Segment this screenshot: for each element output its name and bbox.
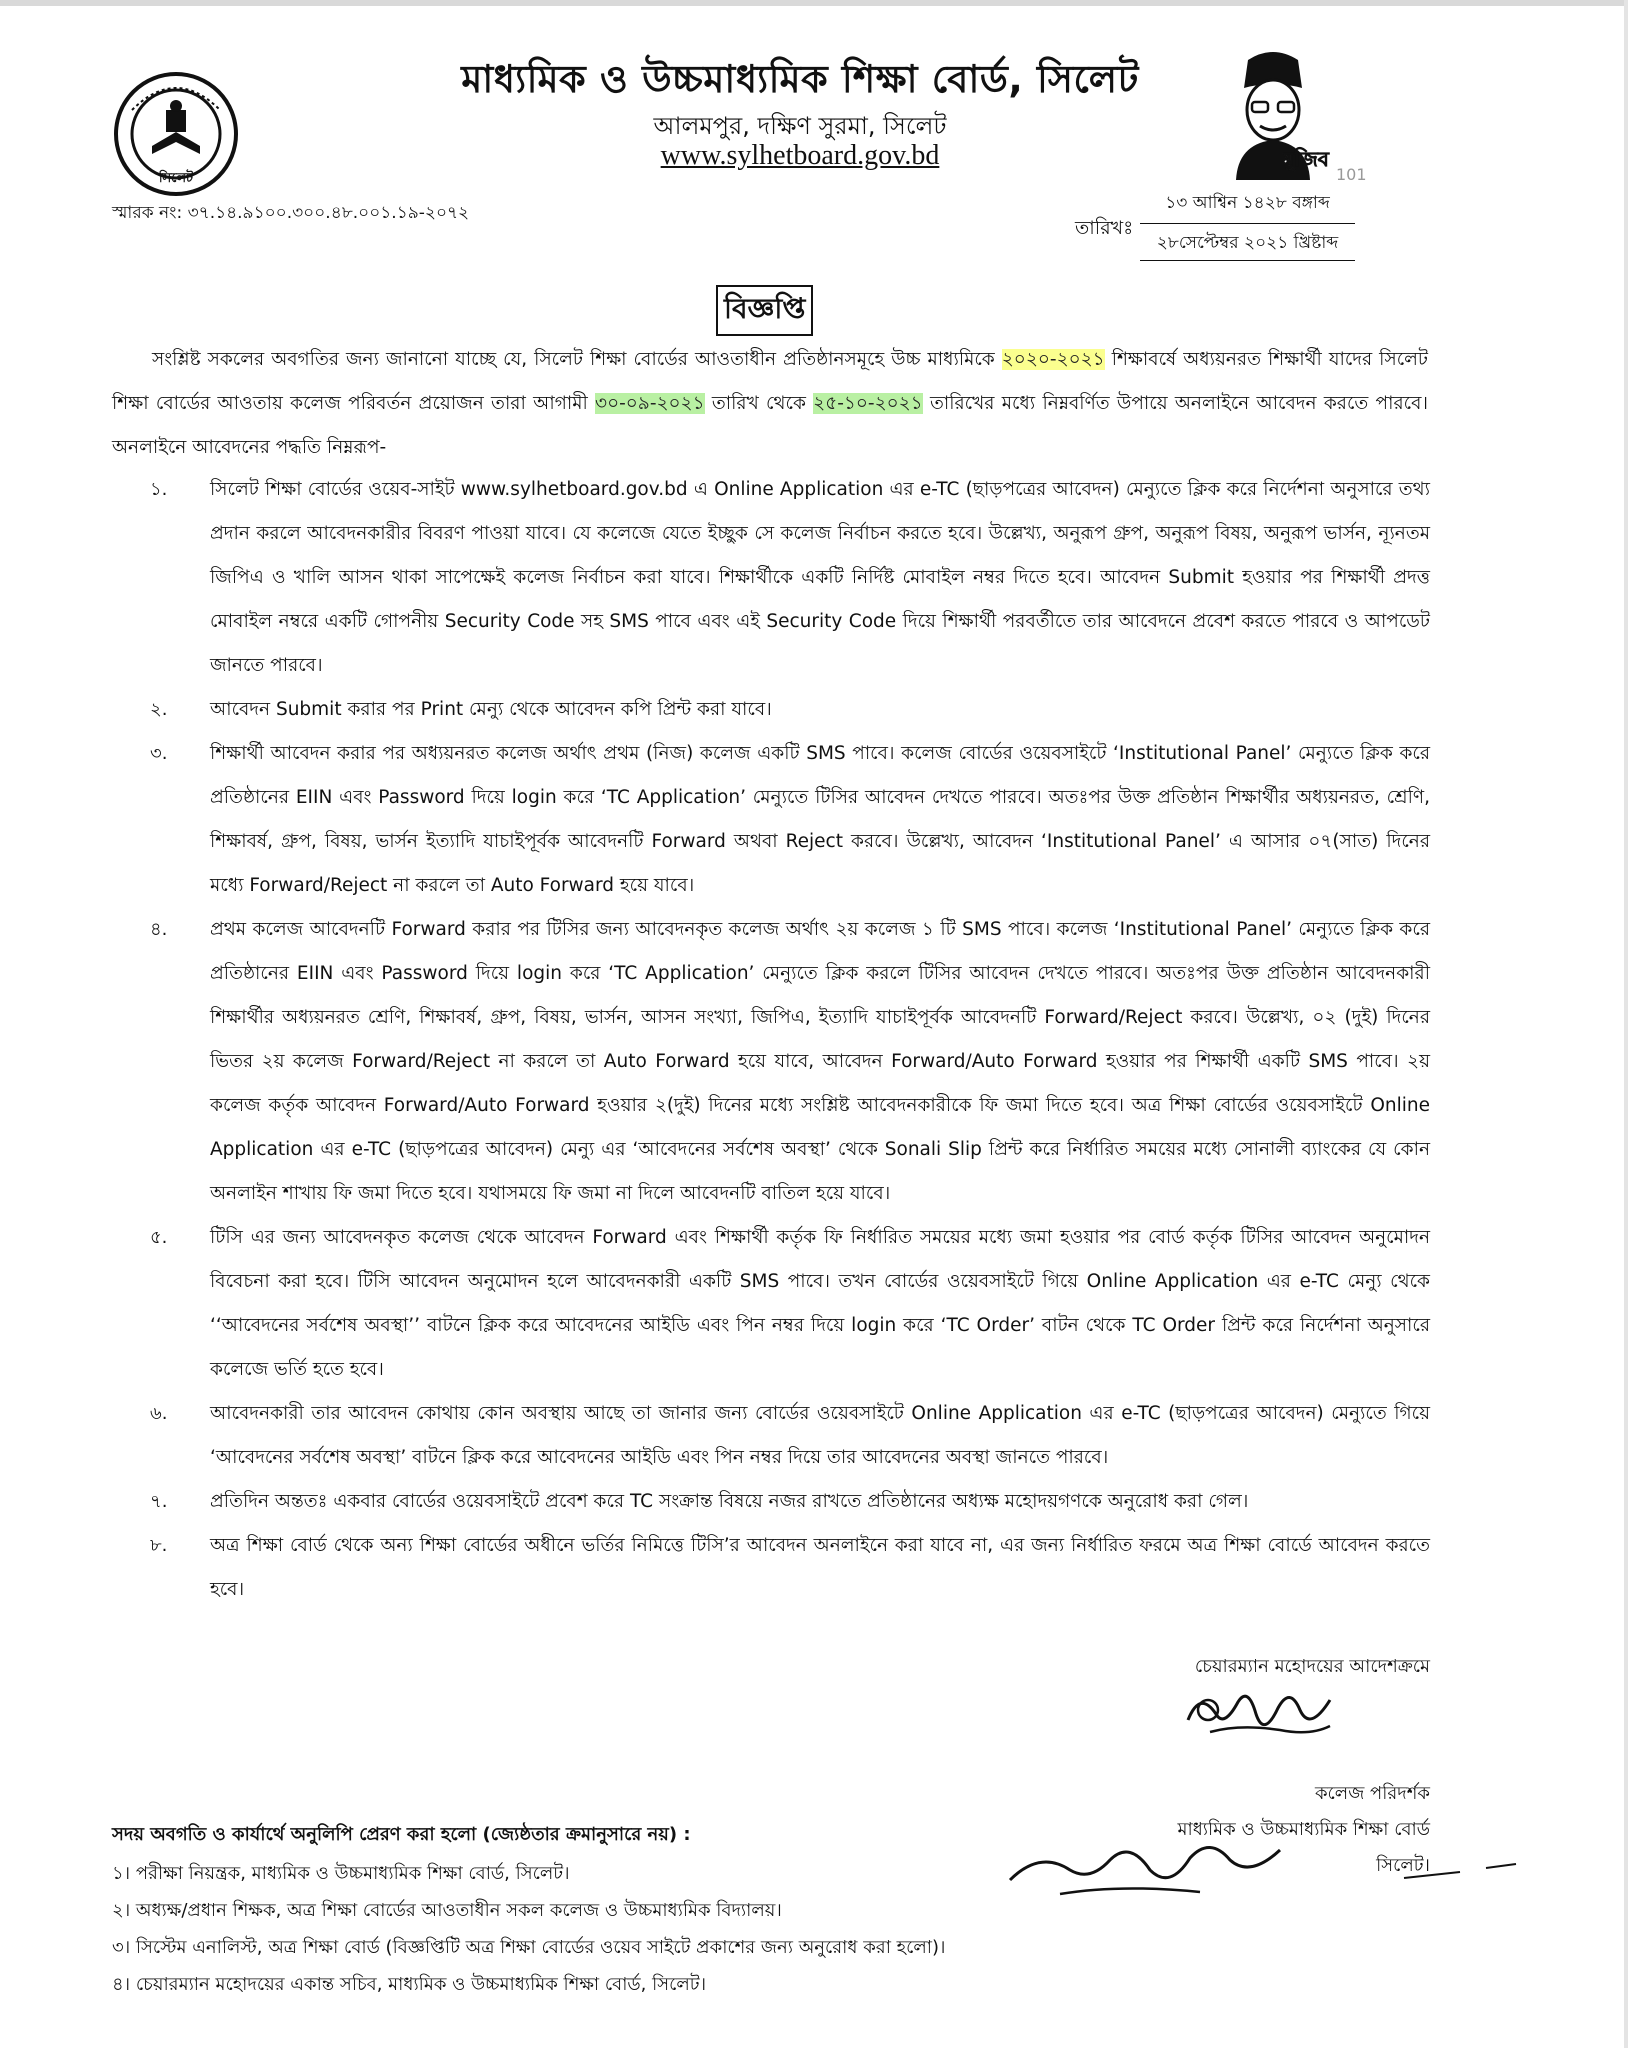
list-item xyxy=(150,1216,1430,1392)
instruction-list xyxy=(150,468,1430,1612)
list-item-text: আবেদনকারী তার আবেদন কোথায় কোন অবস্থায় আছে তা জানার জন্য বোর্ডের ওয়েবসাইটে Online Application এর e-TC (ছাড়পত্রের আবেদন) মেন্যুতে গিয়ে ‘আবেদনের সর্বশেষ অবস্থা’ বাটনে ক্লিক করে আবেদনের আইডি এবং পিন নম্বর দিয়ে তার আবেদনের অবস্থা জানতে পারবে। xyxy=(210,1403,1430,1468)
list-item-number: ২. xyxy=(150,699,168,720)
date-box xyxy=(1140,190,1355,261)
intro-text-4: তারিখের মধ্যে নিম্নবর্ণিত উপায়ে অনলাইনে আবেদন করতে পারবে। অনলাইনে আবেদনের পদ্ধতি নিম্নরূপ- xyxy=(112,393,1428,458)
initial-scribble xyxy=(1000,1820,1300,1910)
org-website[interactable]: www.sylhetboard.gov.bd xyxy=(660,140,940,171)
list-item-number: ৪. xyxy=(150,919,168,940)
date-english: ২৮সেপ্টেম্বর ২০২১ খ্রিষ্টাব্দ xyxy=(1140,224,1355,261)
list-item-number: ৩. xyxy=(150,743,168,764)
intro-text-3: তারিখ থেকে xyxy=(711,393,806,414)
org-address: আলমপুর, দক্ষিণ সুরমা, সিলেট xyxy=(653,112,947,140)
intro-text-2: শিক্ষাবর্ষে অধ্যয়নরত শিক্ষার্থী যাদের সিলেট শিক্ষা বোর্ডের আওতায় কলেজ পরিবর্তন প্রয়োজন তারা আগামী xyxy=(112,349,1428,414)
list-item-number: ৭. xyxy=(150,1491,168,1512)
board-logo-label: সিলেট xyxy=(158,171,194,186)
list-item xyxy=(150,1480,1430,1524)
board-logo xyxy=(112,70,240,198)
cc-list xyxy=(112,1855,1012,2003)
list-item-text: প্রতিদিন অন্ততঃ একবার বোর্ডের ওয়েবসাইটে প্রবেশ করে TC সংক্রান্ত বিষয়ে নজর রাখতে প্রতিষ্ঠানের অধ্যক্ষ মহোদয়গণকে অনুরোধ করা গেল। xyxy=(210,1491,1249,1512)
end-date: ২৫-১০-২০২১ xyxy=(813,393,923,414)
cc-item: ৪। চেয়ারম্যান মহোদয়ের একান্ত সচিব, মাধ্যমিক ও উচ্চমাধ্যমিক শিক্ষা বোর্ড, সিলেট। xyxy=(112,1974,707,1995)
margin-dash xyxy=(1400,1850,1520,1890)
intro-paragraph xyxy=(112,338,1428,470)
date-bangla: ১৩ আশ্বিন ১৪২৮ বঙ্গাব্দ xyxy=(1140,190,1355,224)
cc-heading: সদয় অবগতি ও কার্যার্থে অনুলিপি প্রেরণ করা হলো (জ্যেষ্ঠতার ক্রমানুসারে নয়) : xyxy=(112,1824,691,1845)
notice-title: বিজ্ঞপ্তি xyxy=(716,285,813,336)
list-item-text: শিক্ষার্থী আবেদন করার পর অধ্যয়নরত কলেজ অর্থাৎ প্রথম (নিজ) কলেজ একটি SMS পাবে। কলেজ বোর্ডের ওয়েবসাইটে ‘Institutional Panel’ মেন্যুতে ক্লিক করে প্রতিষ্ঠানের EIIN এবং Password দিয়ে login করে ‘TC Application’ মেন্যুতে টিসির আবেদন দেখতে পারবে। অতঃপর উক্ত প্রতিষ্ঠান শিক্ষার্থীর অধ্যয়নরত, শ্রেণি, শিক্ষাবর্ষ, গ্রুপ, বিষয়, ভার্সন ইত্যাদি যাচাইপূর্বক আবেদনটি Forward অথবা Reject করবে। উল্লেখ্য, আবেদন ‘Institutional Panel’ এ আসার ০৭(সাত) দিনের মধ্যে Forward/Reject না করলে তা Auto Forward হয়ে যাবে। xyxy=(210,743,1430,896)
org-title: মাধ্যমিক ও উচ্চমাধ্যমিক শিক্ষা বোর্ড, সিলেট xyxy=(461,57,1139,101)
cc-item: ২। অধ্যক্ষ/প্রধান শিক্ষক, অত্র শিক্ষা বোর্ডের আওতাধীন সকল কলেজ ও উচ্চমাধ্যমিক বিদ্যালয়। xyxy=(112,1900,782,1921)
list-item-text: সিলেট শিক্ষা বোর্ডের ওয়েব-সাইট www.sylhetboard.gov.bd এ Online Application এর e-TC (ছাড়পত্রের আবেদন) মেন্যুতে ক্লিক করে নির্দেশনা অনুসারে তথ্য প্রদান করলে আবেদনকারীর বিবরণ পাওয়া যাবে। যে কলেজে যেতে ইচ্ছুক সে কলেজ নির্বাচন করতে হবে। উল্লেখ্য, অনুরূপ গ্রুপ, অনুরূপ বিষয়, অনুরূপ ভার্সন, ন্যূনতম জিপিএ ও খালি আসন থাকা সাপেক্ষেই কলেজ নির্বাচন করা যাবে। শিক্ষার্থীকে একটি নির্দিষ্ট মোবাইল নম্বর দিতে হবে। আবেদন Submit হওয়ার পর শিক্ষার্থী প্রদত্ত মোবাইল নম্বরে একটি গোপনীয় Security Code সহ SMS পাবে এবং এই Security Code দিয়ে শিক্ষার্থী পরবর্তীতে তার আবেদনে প্রবেশ করতে পারবে ও আপডেট জানতে পারবে। xyxy=(210,479,1430,676)
svg-text:101: 101 xyxy=(1336,165,1367,184)
list-item-text: টিসি এর জন্য আবেদনকৃত কলেজ থেকে আবেদন Forward এবং শিক্ষার্থী কর্তৃক ফি নির্ধারিত সময়ের মধ্যে জমা হওয়ার পর বোর্ড কর্তৃক টিসির আবেদন অনুমোদন বিবেচনা করা হবে। টিসি আবেদন অনুমোদন হলে আবেদনকারী একটি SMS পাবে। তখন বোর্ডের ওয়েবসাইটে গিয়ে Online Application এর e-TC মেন্যু থেকে ‘‘আবেদনের সর্বশেষ অবস্থা’’ বাটনে ক্লিক করে আবেদনের আইডি এবং পিন নম্বর দিয়ে login করে ‘TC Order’ বাটন থেকে TC Order প্রিন্ট করে নির্দেশনা অনুসারে কলেজে ভর্তি হতে হবে। xyxy=(210,1227,1430,1380)
signature-city: সিলেট। xyxy=(1376,1855,1430,1876)
academic-year: ২০২০-২০২১ xyxy=(1001,349,1105,370)
signature-scribble xyxy=(1180,1680,1340,1760)
list-item-number: ৬. xyxy=(150,1403,168,1424)
scan-right-edge xyxy=(1624,0,1628,2048)
list-item-number: ৫. xyxy=(150,1227,168,1248)
scan-edge xyxy=(0,0,1628,6)
cc-item: ৩। সিস্টেম এনালিস্ট, অত্র শিক্ষা বোর্ড (বিজ্ঞপ্তিটি অত্র শিক্ষা বোর্ডের ওয়েব সাইটে প্রকাশের জন্য অনুরোধ করা হলো)। xyxy=(112,1937,946,1958)
list-item-number: ৮. xyxy=(150,1535,168,1556)
list-item-number: ১. xyxy=(150,479,168,500)
list-item xyxy=(150,1524,1430,1612)
signature-designation: কলেজ পরিদর্শক xyxy=(1314,1783,1430,1804)
cc-item: ১। পরীক্ষা নিয়ন্ত্রক, মাধ্যমিক ও উচ্চমাধ্যমিক শিক্ষা বোর্ড, সিলেট। xyxy=(112,1863,570,1884)
list-item xyxy=(150,908,1430,1216)
intro-text-1: সংশ্লিষ্ট সকলের অবগতির জন্য জানানো যাচ্ছে যে, সিলেট শিক্ষা বোর্ডের আওতাধীন প্রতিষ্ঠানসমূহে উচ্চ মাধ্যমিকে xyxy=(152,349,995,370)
list-item xyxy=(150,732,1430,908)
signature-org: মাধ্যমিক ও উচ্চমাধ্যমিক শিক্ষা বোর্ড xyxy=(1177,1819,1430,1840)
list-item-text: অত্র শিক্ষা বোর্ড থেকে অন্য শিক্ষা বোর্ডের অধীনে ভর্তির নিমিত্তে টিসি’র আবেদন অনলাইনে করা যাবে না, এর জন্য নির্ধারিত ফরমে অত্র শিক্ষা বোর্ডে আবেদন করতে হবে। xyxy=(210,1535,1430,1600)
signature-order-line: চেয়ারম্যান মহোদয়ের আদেশক্রমে xyxy=(1194,1656,1430,1677)
list-item xyxy=(150,688,1430,732)
list-item xyxy=(150,1392,1430,1480)
list-item xyxy=(150,468,1430,688)
memo-number: স্মারক নং: ৩৭.১৪.৯১০০.৩০০.৪৮.০০১.১৯-২০৭২ xyxy=(112,203,470,223)
date-label: তারিখঃ xyxy=(1075,217,1134,239)
list-item-text: প্রথম কলেজ আবেদনটি Forward করার পর টিসির জন্য আবেদনকৃত কলেজ অর্থাৎ ২য় কলেজ ১ টি SMS পাবে। কলেজ ‘Institutional Panel’ মেন্যুতে ক্লিক করে প্রতিষ্ঠানের EIIN এবং Password দিয়ে login করে ‘TC Application’ মেন্যুতে ক্লিক করলে টিসির আবেদন দেখতে পারবে। অতঃপর উক্ত প্রতিষ্ঠান আবেদনকারী শিক্ষার্থীর অধ্যয়নরত শ্রেণি, শিক্ষাবর্ষ, গ্রুপ, বিষয়, ভার্সন, আসন সংখ্যা, জিপিএ, ইত্যাদি যাচাইপূর্বক আবেদনটি Forward/Reject করবে। উল্লেখ্য, ০২ (দুই) দিনের ভিতর ২য় কলেজ Forward/Reject না করলে তা Auto Forward হয়ে যাবে, আবেদন Forward/Auto Forward হওয়ার পর শিক্ষার্থী একটি SMS পাবে। ২য় কলেজ কর্তৃক আবেদন Forward/Auto Forward হওয়ার ২(দুই) দিনের মধ্যে সংশ্লিষ্ট আবেদনকারীকে ফি জমা দিতে হবে। অত্র শিক্ষা বোর্ডের ওয়েবসাইটে Online Application এর e-TC (ছাড়পত্রের আবেদন) মেন্যু এর ‘আবেদনের সর্বশেষ অবস্থা’ থেকে Sonali Slip প্রিন্ট করে নির্ধারিত সময়ের মধ্যে সোনালী ব্যাংকের যে কোন অনলাইন শাখায় ফি জমা দিতে হবে। যথাসময়ে ফি জমা না দিলে আবেদনটি বাতিল হয়ে যাবে। xyxy=(210,919,1430,1204)
mujib-year-label: মুজিব xyxy=(1283,147,1329,171)
list-item-text: আবেদন Submit করার পর Print মেন্যু থেকে আবেদন কপি প্রিন্ট করা যাবে। xyxy=(210,699,772,720)
start-date: ৩০-০৯-২০২১ xyxy=(595,393,705,414)
